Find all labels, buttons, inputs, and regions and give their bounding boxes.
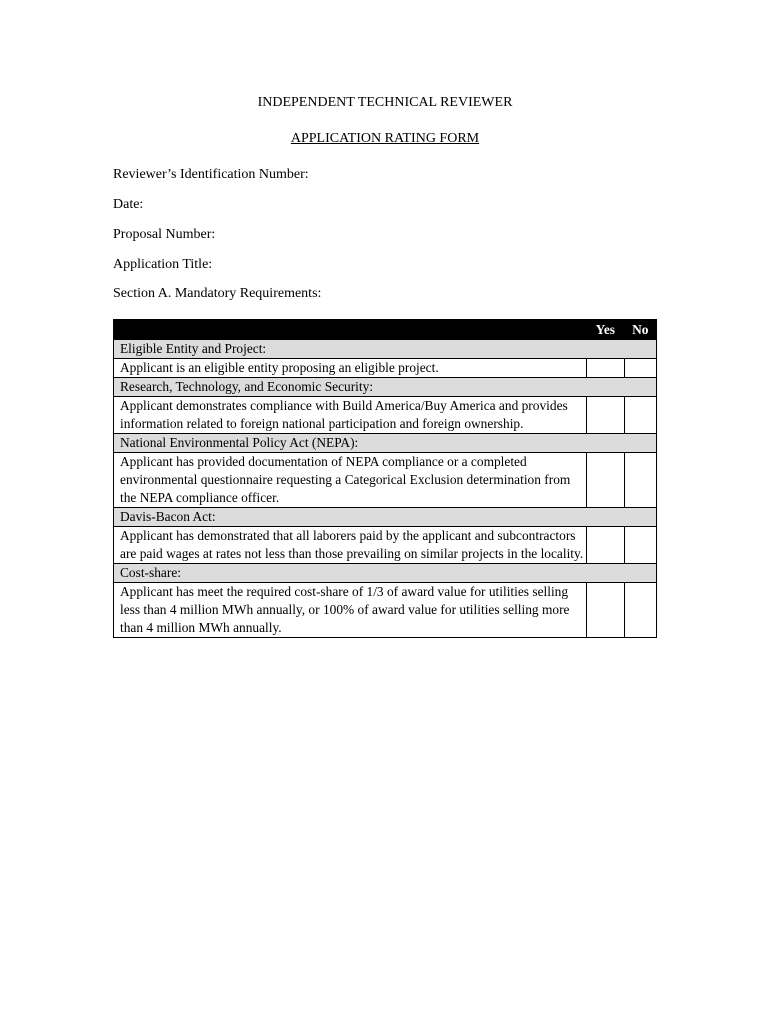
- requirement-text: Applicant has provided documentation of NEPA compliance or a completed environmental questionnaire requesting a Categorical Exclusion determination from the NEPA compliance officer.: [114, 453, 587, 508]
- section-heading-row: [114, 508, 657, 527]
- no-checkbox-cell[interactable]: [624, 527, 656, 564]
- table-row: [114, 359, 657, 378]
- yes-column-header: Yes: [587, 320, 624, 340]
- section-heading: National Environmental Policy Act (NEPA):: [114, 434, 657, 453]
- reviewer-id-label: Reviewer’s Identification Number:: [113, 167, 309, 182]
- date-label: Date:: [113, 197, 144, 212]
- section-a-label: Section A. Mandatory Requirements:: [113, 286, 322, 301]
- yes-checkbox-cell[interactable]: [587, 359, 624, 378]
- requirement-text: Applicant is an eligible entity proposing an eligible project.: [114, 359, 587, 378]
- table-row: [114, 397, 657, 434]
- application-title-label: Application Title:: [113, 257, 213, 272]
- no-checkbox-cell[interactable]: [624, 583, 656, 638]
- mandatory-requirements-table: [113, 319, 657, 638]
- table-row: [114, 583, 657, 638]
- form-title: INDEPENDENT TECHNICAL REVIEWER: [257, 95, 513, 110]
- proposal-number-label: Proposal Number:: [113, 227, 216, 242]
- section-heading-row: [114, 340, 657, 359]
- requirement-text: Applicant has meet the required cost-share of 1/3 of award value for utilities selling less than 4 million MWh annually, or 100% of award value for utilities selling more than 4 million MWh annually.: [114, 583, 587, 638]
- section-heading-row: [114, 564, 657, 583]
- section-heading: Davis-Bacon Act:: [114, 508, 657, 527]
- yes-checkbox-cell[interactable]: [587, 583, 624, 638]
- no-checkbox-cell[interactable]: [624, 453, 656, 508]
- section-heading: Eligible Entity and Project:: [114, 340, 657, 359]
- yes-checkbox-cell[interactable]: [587, 527, 624, 564]
- section-heading-row: [114, 378, 657, 397]
- table-header-row: [114, 320, 657, 340]
- table-row: [114, 453, 657, 508]
- section-heading: Cost-share:: [114, 564, 657, 583]
- table-row: [114, 527, 657, 564]
- yes-checkbox-cell[interactable]: [587, 397, 624, 434]
- header-blank-cell: [114, 320, 587, 340]
- no-checkbox-cell[interactable]: [624, 397, 656, 434]
- form-subtitle: APPLICATION RATING FORM: [290, 131, 480, 146]
- requirement-text: Applicant has demonstrated that all laborers paid by the applicant and subcontractors are paid wages at rates not less than those prevailing on similar projects in the locality.: [114, 527, 587, 564]
- yes-checkbox-cell[interactable]: [587, 453, 624, 508]
- section-heading: Research, Technology, and Economic Security:: [114, 378, 657, 397]
- section-heading-row: [114, 434, 657, 453]
- no-checkbox-cell[interactable]: [624, 359, 656, 378]
- no-column-header: No: [624, 320, 656, 340]
- requirement-text: Applicant demonstrates compliance with Build America/Buy America and provides information related to foreign national participation and foreign ownership.: [114, 397, 587, 434]
